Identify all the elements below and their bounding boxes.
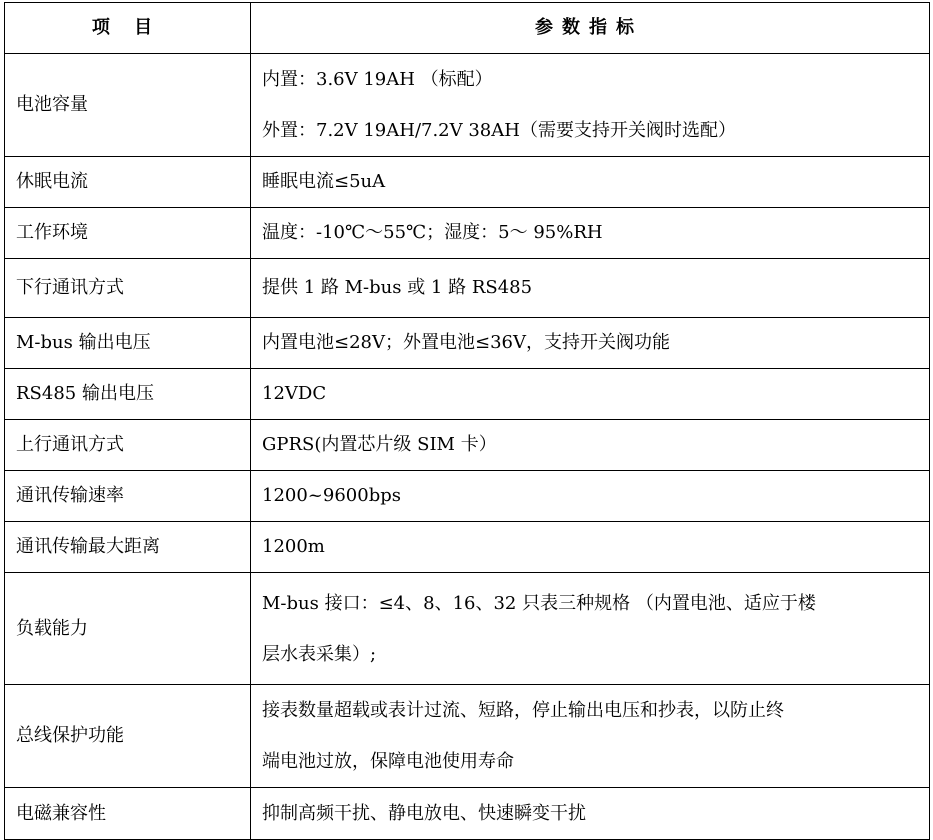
row-spec: 温度：-10℃～55℃；湿度：5～ 95%RH	[251, 208, 930, 259]
spec-table	[4, 2, 930, 840]
row-item: 通讯传输最大距离	[5, 522, 251, 573]
row-spec: 睡眠电流≤5uA	[251, 157, 930, 208]
table-row	[5, 259, 930, 318]
header-item: 项 目	[5, 3, 251, 54]
row-item: 总线保护功能	[5, 685, 251, 788]
spec-line: 外置：7.2V 19AH/7.2V 38AH（需要支持开关阀时选配）	[262, 119, 736, 141]
row-spec: 1200~9600bps	[251, 471, 930, 522]
spec-line: 层水表采集）;	[262, 643, 377, 665]
table-row	[5, 54, 930, 157]
row-item: 电池容量	[5, 54, 251, 157]
table-header-row	[5, 3, 930, 54]
table-row	[5, 573, 930, 685]
spec-line: 端电池过放，保障电池使用寿命	[262, 751, 514, 772]
row-item: 上行通讯方式	[5, 420, 251, 471]
row-item: 下行通讯方式	[5, 259, 251, 318]
table-row	[5, 788, 930, 840]
row-item: 休眠电流	[5, 157, 251, 208]
row-spec	[251, 573, 930, 685]
row-item: 电磁兼容性	[5, 788, 251, 840]
spec-line: 内置：3.6V 19AH （标配）	[262, 68, 493, 90]
header-spec: 参数指标	[251, 3, 930, 54]
table-row	[5, 522, 930, 573]
spec-line: 接表数量超载或表计过流、短路，停止输出电压和抄表，以防止终	[262, 700, 784, 721]
row-spec: 提供 1 路 M-bus 或 1 路 RS485	[251, 259, 930, 318]
table-row	[5, 208, 930, 259]
row-item: 负载能力	[5, 573, 251, 685]
row-item: M-bus 输出电压	[5, 318, 251, 369]
table-row	[5, 420, 930, 471]
row-spec: GPRS(内置芯片级 SIM 卡）	[251, 420, 930, 471]
row-item: RS485 输出电压	[5, 369, 251, 420]
row-spec: 12VDC	[251, 369, 930, 420]
row-spec	[251, 685, 930, 788]
table-row	[5, 157, 930, 208]
row-item: 工作环境	[5, 208, 251, 259]
row-item: 通讯传输速率	[5, 471, 251, 522]
row-spec: 抑制高频干扰、静电放电、快速瞬变干扰	[251, 788, 930, 840]
row-spec	[251, 54, 930, 157]
row-spec: 内置电池≤28V；外置电池≤36V，支持开关阀功能	[251, 318, 930, 369]
row-spec: 1200m	[251, 522, 930, 573]
table-row	[5, 685, 930, 788]
spec-line: M-bus 接口：≤4、8、16、32 只表三种规格 （内置电池、适应于楼	[262, 592, 816, 614]
table-row	[5, 318, 930, 369]
table-row	[5, 471, 930, 522]
table-row	[5, 369, 930, 420]
